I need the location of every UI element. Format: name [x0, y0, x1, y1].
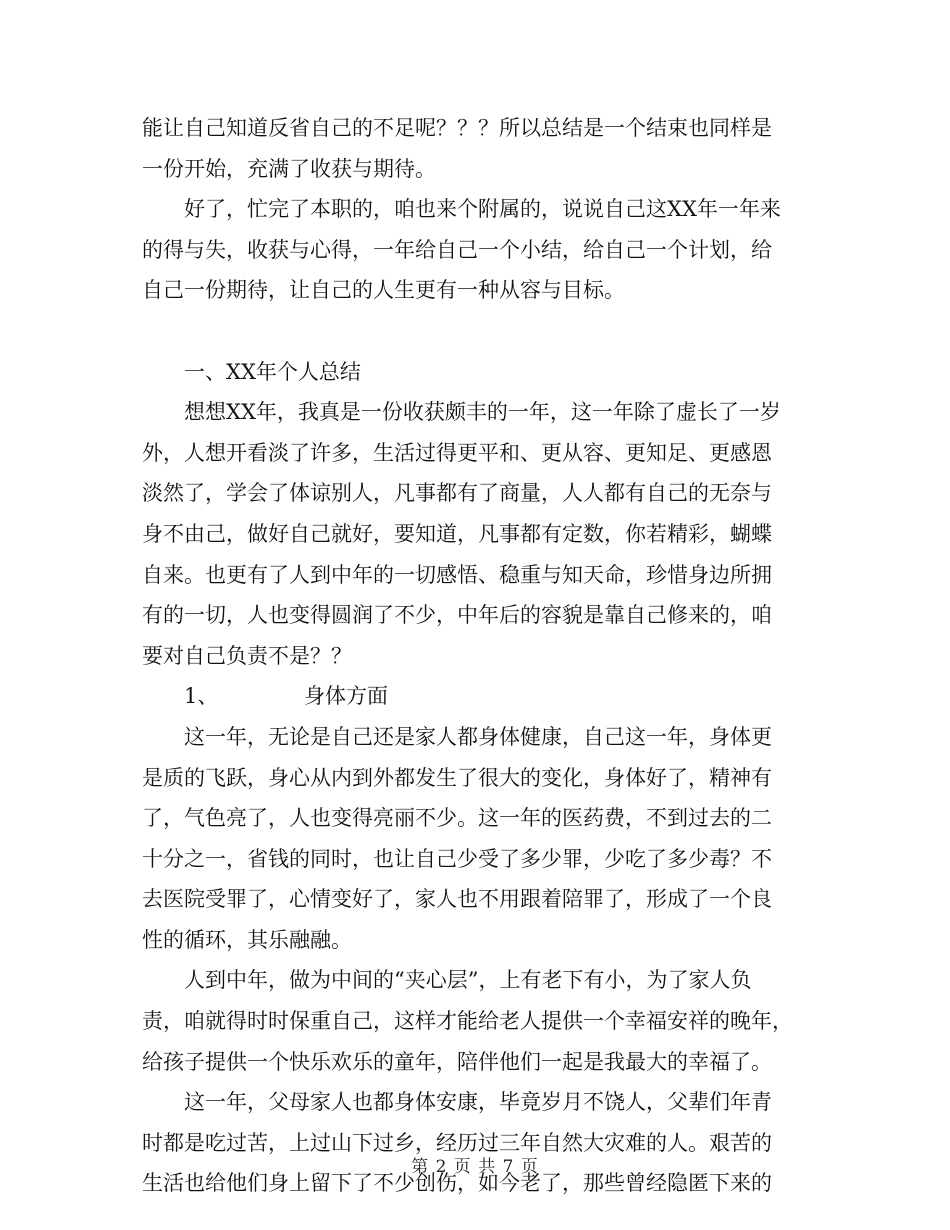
text-line: 性的循环，其乐融融。	[142, 927, 352, 952]
text-line: 时都是吃过苦，上过山下过乡，经历过三年自然大灾难的人。艰苦的	[142, 1130, 772, 1155]
text-line: 十分之一，省钱的同时，也让自己少受了多少罪，少吃了多少毒？不	[142, 846, 772, 871]
text-line: 去医院受罪了，心情变好了，家人也不用跟着陪罪了，形成了一个良	[142, 887, 772, 912]
section-heading: 一、XX年个人总结	[184, 359, 361, 384]
text-line: 有的一切，人也变得圆润了不少，中年后的容貌是靠自己修来的，咱	[142, 603, 772, 628]
text-line: 这一年，父母家人也都身体安康，毕竟岁月不饶人，父辈们年青	[184, 1090, 772, 1115]
text-line: 了，气色亮了，人也变得亮丽不少。这一年的医药费，不到过去的二	[142, 806, 772, 831]
text-line: 要对自己负责不是？？	[142, 643, 352, 668]
text-line: 淡然了，学会了体谅别人，凡事都有了商量，人人都有自己的无奈与	[142, 481, 772, 506]
text-line: 能让自己知道反省自己的不足呢？？？所以总结是一个结束也同样是	[142, 116, 772, 140]
text-line: 生活也给他们身上留下了不少创伤，如今老了，那些曾经隐匿下来的	[142, 1171, 772, 1196]
list-number: 1、	[184, 684, 219, 709]
document-body	[142, 108, 810, 1204]
subheading-text: 身体方面	[304, 684, 388, 709]
text-line: 自己一份期待，让自己的人生更有一种从容与目标。	[142, 278, 625, 303]
text-line: 是质的飞跃，身心从内到外都发生了很大的变化，身体好了，精神有	[142, 765, 772, 790]
numbered-heading	[142, 676, 810, 717]
text-line: 想想XX年，我真是一份收获颇丰的一年，这一年除了虚长了一岁	[184, 400, 781, 425]
page-footer: 第 2 页 共 7 页	[411, 1157, 539, 1177]
text-line: 责，咱就得时时保重自己，这样才能给老人提供一个幸福安祥的晚年，	[142, 1009, 793, 1034]
text-line: 人到中年，做为中间的“夹心层”，上有老下有小，为了家人负	[184, 968, 752, 993]
text-line: 自来。也更有了人到中年的一切感悟、稳重与知天命，珍惜身边所拥	[142, 562, 772, 587]
text-line: 给孩子提供一个快乐欢乐的童年，陪伴他们一起是我最大的幸福了。	[142, 1049, 772, 1074]
text-line: 一份开始，充满了收获与期待。	[142, 156, 436, 181]
text-line: 外，人想开看淡了许多，生活过得更平和、更从容、更知足、更感恩	[142, 440, 772, 465]
text-line: 这一年，无论是自己还是家人都身体健康，自己这一年，身体更	[184, 724, 772, 749]
blank-line	[142, 311, 810, 352]
text-line: 身不由己，做好自己就好，要知道，凡事都有定数，你若精彩，蝴蝶	[142, 521, 772, 546]
text-line: 好了，忙完了本职的，咱也来个附属的，说说自己这XX年一年来	[184, 197, 781, 222]
text-line: 的得与失，收获与心得，一年给自己一个小结，给自己一个计划，给	[142, 237, 772, 262]
